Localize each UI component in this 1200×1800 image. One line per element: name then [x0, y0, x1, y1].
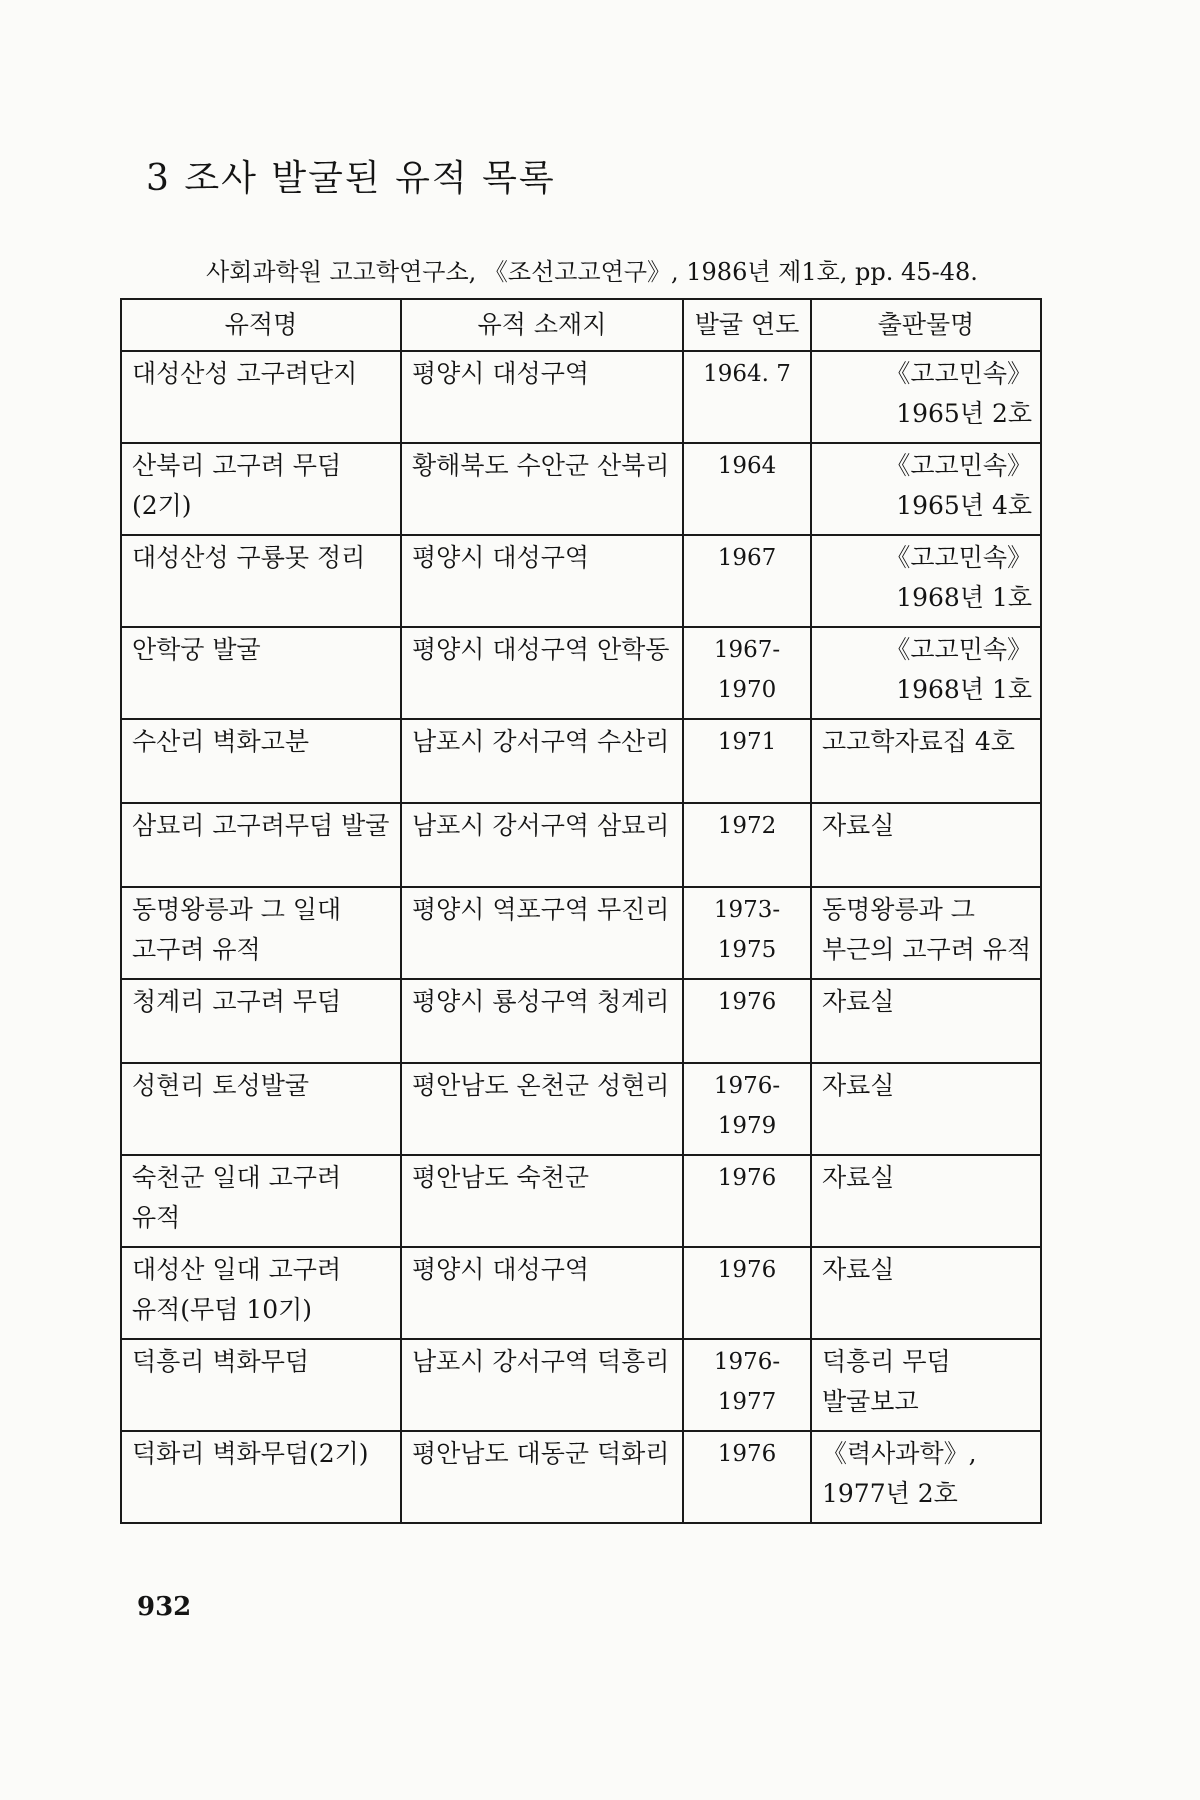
site-name: 대성산성 구룡못 정리	[121, 535, 401, 627]
excavation-year: 1964. 7	[683, 351, 811, 443]
excavation-year: 1971	[683, 719, 811, 803]
site-name: 수산리 벽화고분	[121, 719, 401, 803]
excavation-year: 1976	[683, 979, 811, 1063]
excavation-year: 1967-1970	[683, 627, 811, 719]
excavation-year: 1972	[683, 803, 811, 887]
site-name: 대성산 일대 고구려 유적(무덤 10기)	[121, 1247, 401, 1339]
header-publication: 출판물명	[811, 299, 1041, 351]
page-heading: 3 조사 발굴된 유적 목록	[146, 158, 556, 199]
excavation-year: 1976	[683, 1431, 811, 1523]
site-location: 평양시 룡성구역 청계리	[401, 979, 683, 1063]
site-location: 평안남도 숙천군	[401, 1155, 683, 1247]
publication: 고고학자료집 4호	[811, 719, 1041, 803]
table-row	[121, 535, 1041, 627]
site-name: 동명왕릉과 그 일대 고구려 유적	[121, 887, 401, 979]
table-row	[121, 979, 1041, 1063]
site-name: 덕흥리 벽화무덤	[121, 1339, 401, 1431]
site-name: 청계리 고구려 무덤	[121, 979, 401, 1063]
table-header-row	[121, 299, 1041, 351]
publication: 자료실	[811, 1155, 1041, 1247]
site-location: 평양시 대성구역	[401, 351, 683, 443]
excavated-sites-table	[120, 298, 1042, 1524]
source-citation: 사회과학원 고고학연구소, 《조선고고연구》, 1986년 제1호, pp. 45-48.	[206, 258, 978, 286]
publication: 자료실	[811, 803, 1041, 887]
publication: 《력사과학》, 1977년 2호	[811, 1431, 1041, 1523]
site-location: 평안남도 온천군 성현리	[401, 1063, 683, 1155]
site-name: 숙천군 일대 고구려 유적	[121, 1155, 401, 1247]
table-row	[121, 887, 1041, 979]
table-row	[121, 1247, 1041, 1339]
header-excavation-year: 발굴 연도	[683, 299, 811, 351]
site-location: 평양시 대성구역	[401, 1247, 683, 1339]
publication: 《고고민속》 1968년 1호	[811, 535, 1041, 627]
publication: 자료실	[811, 979, 1041, 1063]
excavation-year: 1976	[683, 1155, 811, 1247]
table-row	[121, 1063, 1041, 1155]
site-location: 남포시 강서구역 삼묘리	[401, 803, 683, 887]
table-row	[121, 1339, 1041, 1431]
site-name: 성현리 토성발굴	[121, 1063, 401, 1155]
publication: 《고고민속》 1968년 1호	[811, 627, 1041, 719]
table-row	[121, 803, 1041, 887]
excavation-year: 1976	[683, 1247, 811, 1339]
site-location: 평양시 대성구역 안학동	[401, 627, 683, 719]
header-location: 유적 소재지	[401, 299, 683, 351]
excavation-year: 1976-1977	[683, 1339, 811, 1431]
publication: 자료실	[811, 1247, 1041, 1339]
site-location: 평안남도 대동군 덕화리	[401, 1431, 683, 1523]
site-name: 덕화리 벽화무덤(2기)	[121, 1431, 401, 1523]
site-name: 삼묘리 고구려무덤 발굴	[121, 803, 401, 887]
publication: 《고고민속》 1965년 4호	[811, 443, 1041, 535]
site-name: 산북리 고구려 무덤 (2기)	[121, 443, 401, 535]
publication: 《고고민속》 1965년 2호	[811, 351, 1041, 443]
site-name: 대성산성 고구려단지	[121, 351, 401, 443]
site-location: 평양시 대성구역	[401, 535, 683, 627]
site-location: 남포시 강서구역 덕흥리	[401, 1339, 683, 1431]
page-number: 932	[137, 1592, 192, 1622]
table-row	[121, 443, 1041, 535]
site-name: 안학궁 발굴	[121, 627, 401, 719]
header-site-name: 유적명	[121, 299, 401, 351]
table-row	[121, 627, 1041, 719]
site-location: 평양시 역포구역 무진리	[401, 887, 683, 979]
excavation-year: 1967	[683, 535, 811, 627]
publication: 자료실	[811, 1063, 1041, 1155]
table-row	[121, 1155, 1041, 1247]
site-location: 황해북도 수안군 산북리	[401, 443, 683, 535]
site-location: 남포시 강서구역 수산리	[401, 719, 683, 803]
table-row	[121, 1431, 1041, 1523]
table-row	[121, 351, 1041, 443]
excavation-year: 1964	[683, 443, 811, 535]
publication: 덕흥리 무덤 발굴보고	[811, 1339, 1041, 1431]
excavation-year: 1976-1979	[683, 1063, 811, 1155]
table-row	[121, 719, 1041, 803]
publication: 동명왕릉과 그 부근의 고구려 유적	[811, 887, 1041, 979]
excavation-year: 1973-1975	[683, 887, 811, 979]
